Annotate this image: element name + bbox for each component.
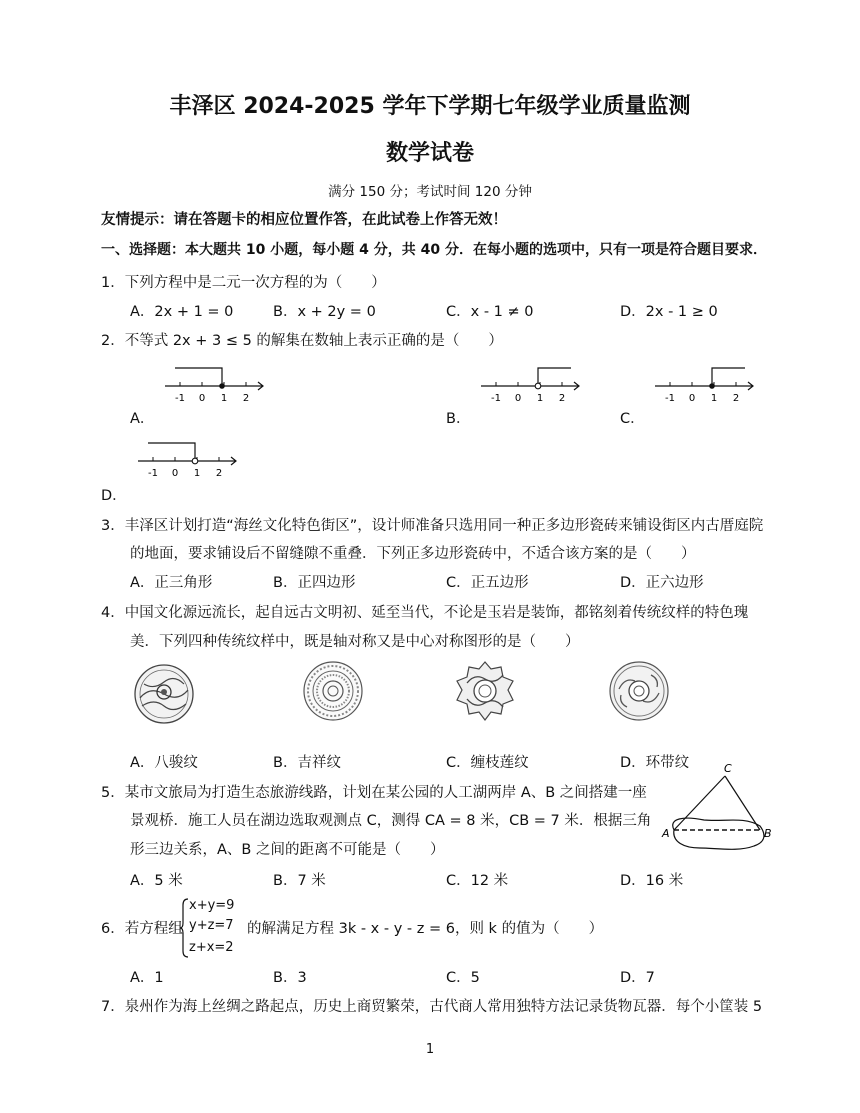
q2-stem: 2．不等式 2x + 3 ≤ 5 的解集在数轴上表示正确的是（ ）	[101, 333, 503, 349]
q5-option-c: C．12 米	[446, 873, 509, 889]
q1-option-c: C．x - 1 ≠ 0	[446, 304, 534, 320]
friendly-tip: 友情提示：请在答题卡的相应位置作答，在此试卷上作答无效！	[101, 212, 507, 228]
tick-label: -1	[175, 393, 185, 404]
q5-stem-line1: 5．某市文旅局为打造生态旅游线路，计划在某公园的人工湖两岸 A、B 之间搭建一座	[101, 785, 647, 801]
tick-label: 2	[558, 393, 566, 404]
section-1-heading: 一、选择题：本大题共 10 小题，每小题 4 分，共 40 分．在每小题的选项中，只有一项是符合题目要求．	[101, 242, 767, 258]
q2-number-line-a	[160, 362, 270, 404]
q4-option-b: B．吉祥纹	[273, 755, 341, 771]
q6-option-c: C．5	[446, 970, 480, 986]
q2-label-b: B．	[446, 411, 471, 427]
tick-label: 1	[220, 393, 228, 404]
q1-stem: 1．下列方程中是二元一次方程的为（ ）	[101, 275, 386, 291]
tick-label: 0	[198, 393, 206, 404]
q4-option-c: C．缠枝莲纹	[446, 755, 529, 771]
q5-option-b: B．7 米	[273, 873, 326, 889]
q2-number-line-b	[476, 362, 586, 404]
pattern-c-image	[453, 659, 517, 723]
tick-label: -1	[491, 393, 501, 404]
q2-label-c: C．	[620, 411, 645, 427]
q6-prefix: 6．若方程组	[101, 921, 183, 937]
q1-option-a: A．2x + 1 = 0	[130, 304, 234, 320]
q3-option-b: B．正四边形	[273, 575, 356, 591]
tick-label: -1	[665, 393, 675, 404]
q2-label-a: A．	[130, 411, 155, 427]
tick-label: 1	[193, 468, 201, 479]
q6-eq-3: z+x=2	[189, 940, 234, 955]
tick-label: 0	[514, 393, 522, 404]
pattern-b-image	[301, 659, 365, 723]
exam-subtitle: 数学试卷	[385, 141, 474, 166]
tick-label: 1	[536, 393, 544, 404]
q4-option-a: A．八骏纹	[130, 755, 198, 771]
q6-eq-1: x+y=9	[189, 898, 235, 913]
tick-label: 0	[171, 468, 179, 479]
point-b-label: B	[764, 827, 772, 840]
q3-option-c: C．正五边形	[446, 575, 529, 591]
exam-title: 丰泽区 2024-2025 学年下学期七年级学业质量监测	[169, 94, 691, 119]
q3-stem-line1: 3．丰泽区计划打造“海丝文化特色街区”，设计师准备只选用同一种正多边形瓷砖来铺设街区内古厝庭院	[101, 518, 764, 534]
tick-label: -1	[148, 468, 158, 479]
page-number: 1	[425, 1042, 435, 1057]
q2-number-line-d	[133, 437, 243, 479]
q3-option-d: D．正六边形	[620, 575, 704, 591]
tick-label: 1	[710, 393, 718, 404]
q3-stem-line2: 的地面，要求铺设后不留缝隙不重叠．下列正多边形瓷砖中，不适合该方案的是（ ）	[130, 546, 696, 562]
q6-option-a: A．1	[130, 970, 164, 986]
tick-label: 2	[732, 393, 740, 404]
q6-eq-2: y+z=7	[189, 918, 234, 933]
q5-option-d: D．16 米	[620, 873, 684, 889]
q1-option-b: B．x + 2y = 0	[273, 304, 376, 320]
q5-option-a: A．5 米	[130, 873, 183, 889]
q6-suffix: 的解满足方程 3k - x - y - z = 6，则 k 的值为（ ）	[247, 921, 604, 937]
point-c-label: C	[724, 762, 732, 775]
q4-stem-line1: 4．中国文化源远流长，起自远古文明初、延至当代，不论是玉岩是装饰，都铭刻着传统纹样的特色瑰	[101, 605, 749, 621]
tick-label: 0	[688, 393, 696, 404]
q2-number-line-c	[650, 362, 760, 404]
q2-label-d: D．	[101, 488, 127, 504]
q5-lake-figure	[654, 760, 778, 856]
q3-option-a: A．正三角形	[130, 575, 213, 591]
q1-option-d: D．2x - 1 ≥ 0	[620, 304, 718, 320]
exam-info: 满分 150 分；考试时间 120 分钟	[328, 184, 532, 200]
q4-option-d: D．环带纹	[620, 755, 690, 771]
q4-stem-line2: 美．下列四种传统纹样中，既是轴对称又是中心对称图形的是（ ）	[130, 634, 580, 650]
tick-label: 2	[242, 393, 250, 404]
q6-option-d: D．7	[620, 970, 655, 986]
q6-option-b: B．3	[273, 970, 307, 986]
pattern-a-image	[132, 662, 196, 726]
tick-label: 2	[215, 468, 223, 479]
point-a-label: A	[662, 827, 670, 840]
q5-stem-line3: 形三边关系，A、B 之间的距离不可能是（ ）	[130, 842, 445, 858]
pattern-d-image	[607, 659, 671, 723]
q7-stem-line1: 7．泉州作为海上丝绸之路起点，历史上商贸繁荣，古代商人常用独特方法记录货物瓦器．每个小筐装 5	[101, 999, 763, 1015]
q5-stem-line2: 景观桥．施工人员在湖边选取观测点 C，测得 CA = 8 米，CB = 7 米．根据三角	[130, 813, 652, 829]
